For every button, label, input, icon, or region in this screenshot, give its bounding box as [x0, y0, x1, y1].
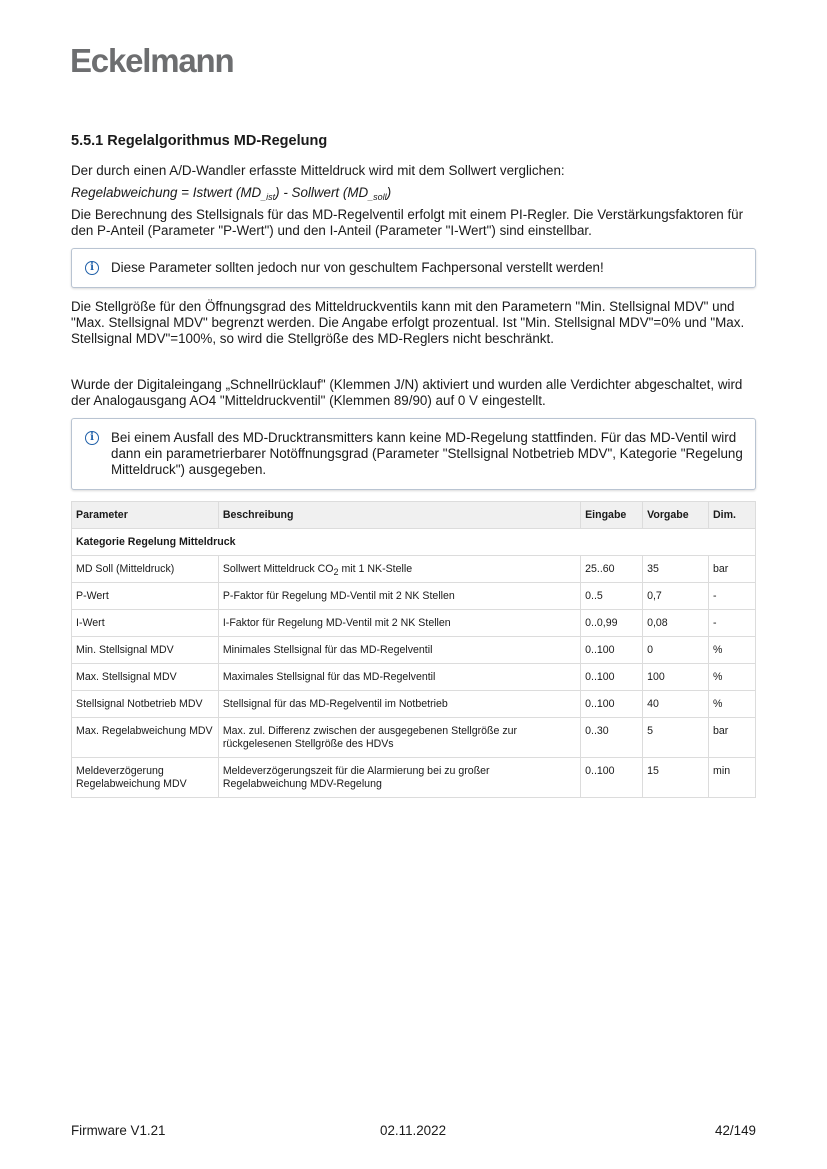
- info-icon: i: [85, 261, 99, 275]
- cell-unit: %: [709, 637, 756, 664]
- cell-default: 5: [643, 718, 709, 758]
- cell-input-range: 0..0,99: [581, 610, 643, 637]
- cell-default: 0,08: [643, 610, 709, 637]
- cell-parameter: Stellsignal Notbetrieb MDV: [72, 691, 219, 718]
- column-header: Dim.: [709, 502, 756, 529]
- note-text: Bei einem Ausfall des MD-Drucktransmitters kann keine MD-Regelung stattfinden. Für das MD-Ventil wird dann ein parametrierbarer Notöffnungsgrad (Parameter "Stellsignal Notbetrieb MDV", Kategorie "Regelung Mitteldruck") ausgegeben.: [111, 430, 743, 477]
- cell-unit: %: [709, 664, 756, 691]
- paragraph-pi: Die Berechnung des Stellsignals für das MD-Regelventil erfolgt mit einem PI-Regler. Die Verstärkungsfaktoren für den P-Anteil (Parameter "P-Wert") und den I-Anteil (Parameter "I-Wert") sind einstellbar.: [71, 207, 744, 238]
- cell-parameter: Min. Stellsignal MDV: [72, 637, 219, 664]
- column-header: Vorgabe: [643, 502, 709, 529]
- cell-description: Max. zul. Differenz zwischen der ausgegebenen Stellgröße zur rückgelesenen Stellgröße des HDVs: [218, 718, 580, 758]
- cell-description: I-Faktor für Regelung MD-Ventil mit 2 NK Stellen: [218, 610, 580, 637]
- cell-input-range: 0..100: [581, 691, 643, 718]
- formula: [71, 185, 756, 201]
- cell-description: Meldeverzögerungszeit für die Alarmierung bei zu großer Regelabweichung MDV-Regelung: [218, 758, 580, 798]
- footer-date: 02.11.2022: [380, 1123, 447, 1138]
- cell-default: 40: [643, 691, 709, 718]
- paragraph-schnellruecklauf: Wurde der Digitaleingang „Schnellrücklauf" (Klemmen J/N) aktiviert und wurden alle Verdichter abgeschaltet, wird der Analogausgang AO4 "Mitteldruckventil" (Klemmen 89/90) auf 0 V eingestellt.: [71, 377, 743, 408]
- desc-part: mit 1 NK-Stelle: [338, 563, 413, 575]
- table-row: [72, 637, 756, 664]
- table-header-row: [72, 502, 756, 529]
- main-content: [71, 133, 756, 798]
- table-row: [72, 664, 756, 691]
- cell-description: P-Faktor für Regelung MD-Ventil mit 2 NK Stellen: [218, 583, 580, 610]
- paragraph-limits: Die Stellgröße für den Öffnungsgrad des Mitteldruckventils kann mit den Parametern "Min. Stellsignal MDV" und "Max. Stellsignal MDV" begrenzt werden. Die Angabe erfolgt prozentual. Ist "Min. Stellsignal MDV"=0% und "Max. Stellsignal MDV"=100%, so wird die Stellgröße des MD-Reglers nicht beschränkt.: [71, 299, 745, 346]
- table-row: [72, 758, 756, 798]
- desc-part: Sollwert Mitteldruck CO: [222, 563, 334, 575]
- formula-sub: _soll: [368, 192, 387, 202]
- formula-sub: _ist: [261, 192, 276, 202]
- column-header: Beschreibung: [218, 502, 580, 529]
- cell-input-range: 0..100: [581, 664, 643, 691]
- parameter-table: [71, 501, 756, 798]
- info-note: [71, 418, 756, 490]
- cell-parameter: MD Soll (Mitteldruck): [72, 556, 219, 583]
- note-text: Diese Parameter sollten jedoch nur von geschultem Fachpersonal verstellt werden!: [111, 260, 604, 275]
- table-row: [72, 583, 756, 610]
- cell-unit: -: [709, 610, 756, 637]
- cell-parameter: P-Wert: [72, 583, 219, 610]
- cell-unit: %: [709, 691, 756, 718]
- cell-input-range: 0..30: [581, 718, 643, 758]
- paragraph-intro: Der durch einen A/D-Wandler erfasste Mitteldruck wird mit dem Sollwert verglichen:: [71, 163, 565, 178]
- cell-input-range: 0..5: [581, 583, 643, 610]
- formula-part: Regelabweichung = Istwert (MD: [71, 185, 262, 200]
- cell-default: 15: [643, 758, 709, 798]
- column-header: Parameter: [72, 502, 219, 529]
- cell-default: 100: [643, 664, 709, 691]
- footer-page-number: 42/149: [715, 1123, 756, 1138]
- column-header: Eingabe: [581, 502, 643, 529]
- table-row: [72, 556, 756, 583]
- cell-default: 35: [643, 556, 709, 583]
- category-row: [72, 529, 756, 556]
- cell-input-range: 0..100: [581, 758, 643, 798]
- cell-description: Minimales Stellsignal für das MD-Regelventil: [218, 637, 580, 664]
- cell-parameter: Max. Regelabweichung MDV: [72, 718, 219, 758]
- section-title: 5.5.1 Regelalgorithmus MD-Regelung: [71, 133, 328, 149]
- cell-unit: -: [709, 583, 756, 610]
- table-row: [72, 610, 756, 637]
- cell-default: 0,7: [643, 583, 709, 610]
- cell-parameter: Meldeverzögerung Regelabweichung MDV: [72, 758, 219, 798]
- cell-input-range: 0..100: [581, 637, 643, 664]
- cell-unit: bar: [709, 556, 756, 583]
- cell-input-range: 25..60: [581, 556, 643, 583]
- info-icon: i: [85, 431, 99, 445]
- cell-description: [218, 556, 580, 583]
- cell-unit: bar: [709, 718, 756, 758]
- footer-firmware: Firmware V1.21: [71, 1123, 166, 1138]
- formula-part: ) - Sollwert (MD: [275, 185, 369, 200]
- cell-unit: min: [709, 758, 756, 798]
- cell-parameter: I-Wert: [72, 610, 219, 637]
- table-row: [72, 718, 756, 758]
- category-label: Kategorie Regelung Mitteldruck: [72, 529, 756, 556]
- table-row: [72, 691, 756, 718]
- info-note: [71, 248, 756, 288]
- cell-parameter: Max. Stellsignal MDV: [72, 664, 219, 691]
- eckelmann-logo: Eckelmann: [70, 42, 234, 79]
- desc-sub: 2: [333, 567, 339, 577]
- cell-default: 0: [643, 637, 709, 664]
- cell-description: Stellsignal für das MD-Regelventil im Notbetrieb: [218, 691, 580, 718]
- cell-description: Maximales Stellsignal für das MD-Regelventil: [218, 664, 580, 691]
- formula-part: ): [386, 185, 392, 200]
